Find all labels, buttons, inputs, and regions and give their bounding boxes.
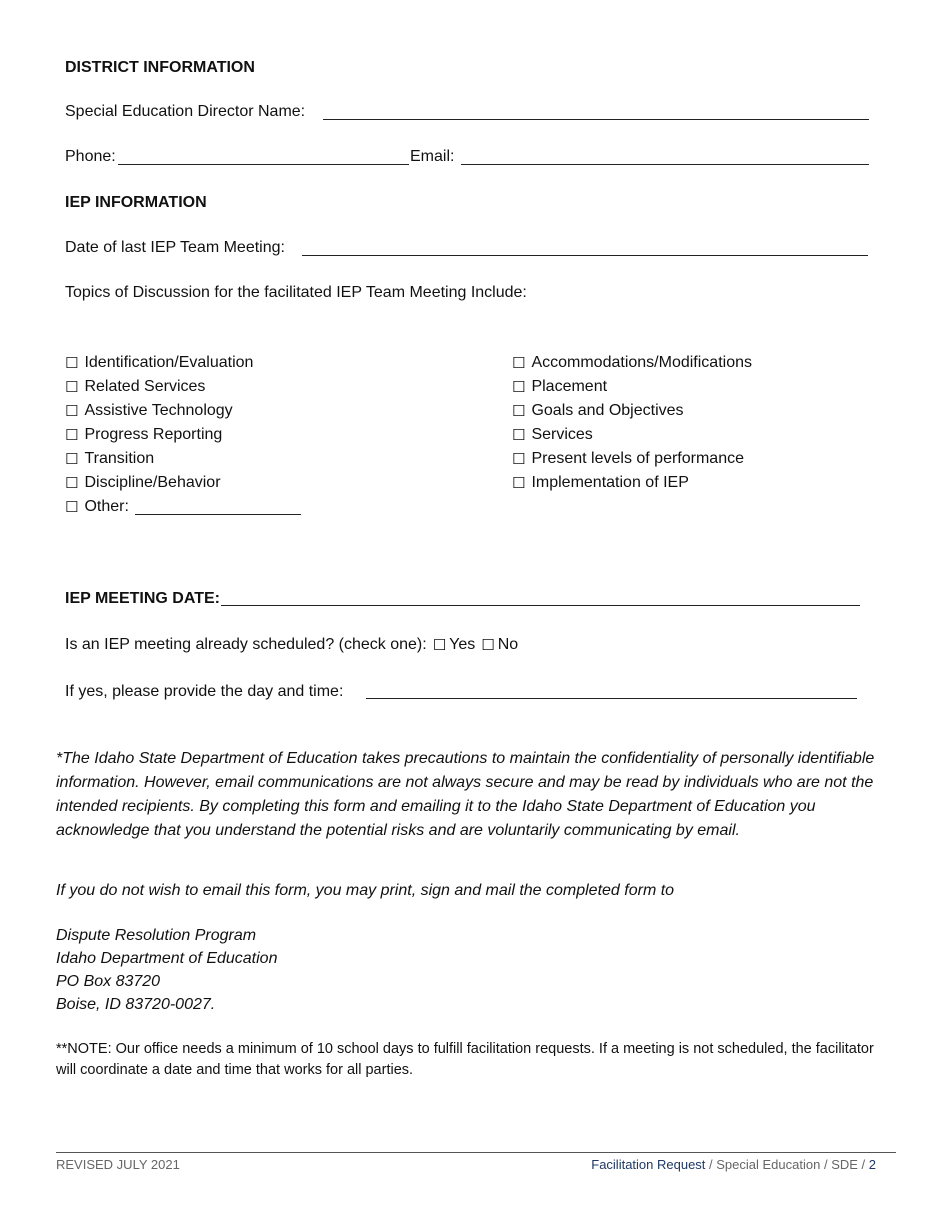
iep-information-heading: IEP INFORMATION — [65, 194, 207, 211]
footer-dept: Special Education — [716, 1157, 821, 1172]
last-iep-meeting-label: Date of last IEP Team Meeting: — [65, 239, 285, 256]
topic-checkbox-identification-evaluation[interactable]: ☐ Identification/Evaluation — [65, 351, 301, 375]
page-number: 2 — [868, 1157, 876, 1172]
scheduled-question: Is an IEP meeting already scheduled? (check one): ☐ Yes ☐ No — [65, 636, 519, 654]
footer-org: SDE — [831, 1157, 858, 1172]
phone-field[interactable] — [118, 164, 409, 165]
checkbox-icon[interactable]: ☐ — [65, 474, 79, 492]
checkbox-icon[interactable]: ☐ — [512, 378, 526, 396]
no-checkbox[interactable]: ☐ — [481, 636, 495, 654]
topic-checkbox-present-levels[interactable]: ☐ Present levels of performance — [512, 447, 752, 471]
topic-checkbox-discipline-behavior[interactable]: ☐ Discipline/Behavior — [65, 471, 301, 495]
confidentiality-disclaimer: *The Idaho State Department of Education takes precautions to maintain the confidentiality of personally identifiable information. However, email communications are not always secure and may be read by individuals who are not the intended recipients. By completing this form and emailing it to the Idaho State Department of Education you acknowledge that you understand the potential risks and are voluntarily communicating by email. — [56, 750, 875, 839]
checkbox-icon[interactable]: ☐ — [65, 402, 79, 420]
checkbox-icon[interactable]: ☐ — [512, 474, 526, 492]
address-line: Boise, ID 83720-0027. — [56, 996, 216, 1013]
checkbox-icon[interactable]: ☐ — [512, 450, 526, 468]
footer-document-info: Facilitation Request / Special Education / SDE / 2 — [591, 1157, 876, 1172]
topics-label: Topics of Discussion for the facilitated IEP Team Meeting Include: — [65, 284, 527, 301]
director-name-field[interactable] — [323, 119, 869, 120]
footer-revised: REVISED JULY 2021 — [56, 1157, 180, 1172]
checkbox-icon[interactable]: ☐ — [65, 354, 79, 372]
other-topic-field[interactable] — [135, 500, 301, 515]
topic-checkbox-goals-objectives[interactable]: ☐ Goals and Objectives — [512, 399, 752, 423]
checkbox-icon[interactable]: ☐ — [65, 498, 79, 516]
phone-label: Phone: — [65, 148, 116, 165]
topic-checkbox-implementation[interactable]: ☐ Implementation of IEP — [512, 471, 752, 495]
email-label: Email: — [410, 148, 455, 165]
footer-doc-name: Facilitation Request — [591, 1157, 706, 1172]
no-label: No — [497, 636, 519, 653]
topic-checkbox-other[interactable]: ☐ Other: — [65, 495, 301, 519]
topic-checkbox-assistive-technology[interactable]: ☐ Assistive Technology — [65, 399, 301, 423]
topics-left-column — [65, 351, 301, 519]
topics-right-column — [512, 351, 752, 495]
email-field[interactable] — [461, 164, 869, 165]
day-time-label: If yes, please provide the day and time: — [65, 683, 344, 700]
topic-checkbox-accommodations-modifications[interactable]: ☐ Accommodations/Modifications — [512, 351, 752, 375]
mailing-address — [56, 924, 277, 1016]
topic-checkbox-progress-reporting[interactable]: ☐ Progress Reporting — [65, 423, 301, 447]
iep-meeting-date-label: IEP MEETING DATE: — [65, 590, 220, 607]
topic-checkbox-placement[interactable]: ☐ Placement — [512, 375, 752, 399]
district-information-heading: DISTRICT INFORMATION — [65, 59, 255, 76]
topic-checkbox-related-services[interactable]: ☐ Related Services — [65, 375, 301, 399]
processing-note: **NOTE: Our office needs a minimum of 10 school days to fulfill facilitation requests. If a meeting is not scheduled, the facilitator will coordinate a date and time that works for all parties. — [56, 1041, 874, 1078]
footer-divider — [56, 1152, 896, 1153]
yes-checkbox[interactable]: ☐ — [432, 636, 447, 654]
iep-meeting-date-field[interactable] — [221, 605, 860, 606]
address-line: PO Box 83720 — [56, 973, 161, 990]
checkbox-icon[interactable]: ☐ — [512, 402, 526, 420]
checkbox-icon[interactable]: ☐ — [512, 426, 526, 444]
topic-checkbox-services[interactable]: ☐ Services — [512, 423, 752, 447]
checkbox-icon[interactable]: ☐ — [512, 354, 526, 372]
address-line: Idaho Department of Education — [56, 950, 278, 967]
topic-checkbox-transition[interactable]: ☐ Transition — [65, 447, 301, 471]
last-iep-meeting-field[interactable] — [302, 255, 868, 256]
checkbox-icon[interactable]: ☐ — [65, 426, 79, 444]
director-name-label: Special Education Director Name: — [65, 103, 306, 120]
day-time-field[interactable] — [366, 698, 857, 699]
mail-instruction: If you do not wish to email this form, you may print, sign and mail the completed form to — [56, 882, 675, 899]
address-line: Dispute Resolution Program — [56, 927, 257, 944]
checkbox-icon[interactable]: ☐ — [65, 378, 79, 396]
yes-label: Yes — [449, 636, 476, 653]
checkbox-icon[interactable]: ☐ — [65, 450, 79, 468]
